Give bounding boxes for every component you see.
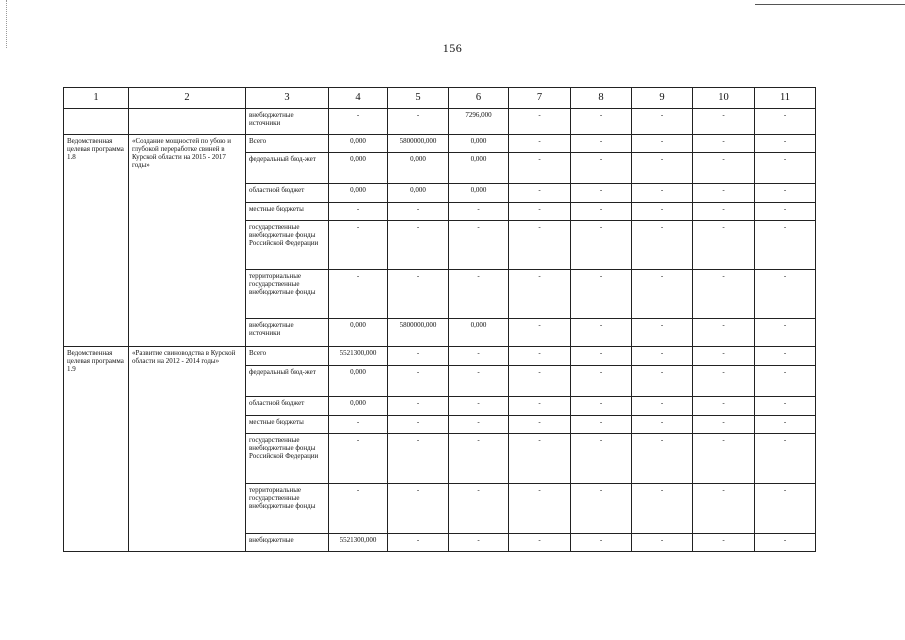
value-cell-col-10: - [693,416,755,434]
value-cell-col-6: 0,000 [449,135,509,153]
value-cell-col-7: - [509,416,571,434]
value-cell-col-6: 7296,000 [449,109,509,135]
program-cell: Ведомственная целевая программа 1.8 [64,135,129,347]
value-cell-col-10: - [693,434,755,484]
value-cell-col-11: - [755,397,816,416]
value-cell-col-10: - [693,347,755,366]
value-cell-col-7: - [509,135,571,153]
value-cell-col-7: - [509,153,571,184]
value-cell-col-8: - [571,347,632,366]
value-cell-col-4: - [329,434,388,484]
value-cell-col-7: - [509,397,571,416]
funding-source-cell: государственные внебюджетные фонды Российской Федерации [246,434,329,484]
value-cell-col-8: - [571,153,632,184]
value-cell-col-8: - [571,221,632,270]
value-cell-col-7: - [509,270,571,319]
column-header-11: 11 [755,88,816,109]
column-header-2: 2 [129,88,246,109]
value-cell-col-4: - [329,221,388,270]
header-row [64,88,816,109]
program-cell [64,109,129,135]
funding-source-cell: местные бюджеты [246,416,329,434]
value-cell-col-10: - [693,221,755,270]
funding-source-cell: федеральный бюд-жет [246,366,329,397]
column-header-7: 7 [509,88,571,109]
value-cell-col-8: - [571,319,632,347]
value-cell-col-9: - [632,153,693,184]
value-cell-col-8: - [571,416,632,434]
value-cell-col-7: - [509,434,571,484]
value-cell-col-5: - [388,416,449,434]
program-cell: Ведомственная целевая программа 1.9 [64,347,129,552]
value-cell-col-6: - [449,270,509,319]
value-cell-col-9: - [632,484,693,534]
value-cell-col-11: - [755,203,816,221]
program-title-cell: «Создание мощностей по убою и глубокой переработке свиней в Курской области на 2015 - 2017 годы» [129,135,246,347]
top-rule [755,4,905,5]
value-cell-col-6: - [449,347,509,366]
budget-table [63,87,816,552]
value-cell-col-5: - [388,347,449,366]
value-cell-col-7: - [509,366,571,397]
value-cell-col-8: - [571,184,632,203]
funding-source-cell: государственные внебюджетные фонды Российской Федерации [246,221,329,270]
value-cell-col-6: - [449,221,509,270]
funding-source-cell: внебюджетные источники [246,319,329,347]
table-row [64,109,816,135]
value-cell-col-4: 0,000 [329,397,388,416]
value-cell-col-10: - [693,203,755,221]
funding-source-cell: территориальные государственные внебюджетные фонды [246,484,329,534]
value-cell-col-11: - [755,184,816,203]
value-cell-col-11: - [755,109,816,135]
program-title-cell [129,109,246,135]
value-cell-col-6: - [449,416,509,434]
value-cell-col-5: - [388,109,449,135]
value-cell-col-4: 5521300,000 [329,347,388,366]
value-cell-col-7: - [509,534,571,552]
value-cell-col-4: - [329,270,388,319]
value-cell-col-11: - [755,366,816,397]
value-cell-col-5: 0,000 [388,184,449,203]
value-cell-col-5: - [388,203,449,221]
value-cell-col-10: - [693,109,755,135]
value-cell-col-7: - [509,221,571,270]
column-header-8: 8 [571,88,632,109]
page-number: 156 [442,41,463,55]
value-cell-col-10: - [693,397,755,416]
value-cell-col-6: 0,000 [449,153,509,184]
value-cell-col-6: - [449,366,509,397]
value-cell-col-8: - [571,366,632,397]
value-cell-col-5: 0,000 [388,153,449,184]
value-cell-col-5: - [388,484,449,534]
value-cell-col-11: - [755,270,816,319]
value-cell-col-9: - [632,135,693,153]
value-cell-col-4: 5521300,000 [329,534,388,552]
value-cell-col-4: - [329,203,388,221]
value-cell-col-6: 0,000 [449,184,509,203]
value-cell-col-9: - [632,397,693,416]
value-cell-col-4: 0,000 [329,135,388,153]
value-cell-col-7: - [509,484,571,534]
value-cell-col-10: - [693,534,755,552]
value-cell-col-10: - [693,135,755,153]
funding-source-cell: внебюджетные источники [246,109,329,135]
program-title-cell: «Развитие свиноводства в Курской области на 2012 - 2014 годы» [129,347,246,552]
value-cell-col-5: - [388,221,449,270]
value-cell-col-5: 5800000,000 [388,319,449,347]
value-cell-col-5: - [388,397,449,416]
value-cell-col-4: 0,000 [329,153,388,184]
value-cell-col-6: 0,000 [449,319,509,347]
value-cell-col-7: - [509,184,571,203]
value-cell-col-8: - [571,397,632,416]
value-cell-col-6: - [449,203,509,221]
value-cell-col-11: - [755,416,816,434]
value-cell-col-8: - [571,484,632,534]
value-cell-col-5: - [388,366,449,397]
value-cell-col-8: - [571,270,632,319]
value-cell-col-8: - [571,434,632,484]
funding-source-cell: территориальные государственные внебюджетные фонды [246,270,329,319]
value-cell-col-9: - [632,416,693,434]
value-cell-col-6: - [449,484,509,534]
column-header-6: 6 [449,88,509,109]
value-cell-col-5: - [388,270,449,319]
value-cell-col-8: - [571,534,632,552]
value-cell-col-9: - [632,109,693,135]
value-cell-col-10: - [693,184,755,203]
value-cell-col-8: - [571,109,632,135]
value-cell-col-4: 0,000 [329,366,388,397]
funding-source-cell: внебюджетные [246,534,329,552]
value-cell-col-11: - [755,153,816,184]
funding-source-cell: Всего [246,135,329,153]
funding-source-cell: областной бюджет [246,184,329,203]
value-cell-col-4: 0,000 [329,184,388,203]
value-cell-col-11: - [755,534,816,552]
table-body [64,88,816,552]
column-header-4: 4 [329,88,388,109]
value-cell-col-9: - [632,534,693,552]
value-cell-col-11: - [755,221,816,270]
funding-source-cell: местные бюджеты [246,203,329,221]
value-cell-col-4: - [329,416,388,434]
value-cell-col-10: - [693,366,755,397]
value-cell-col-10: - [693,484,755,534]
value-cell-col-9: - [632,203,693,221]
value-cell-col-11: - [755,484,816,534]
value-cell-col-10: - [693,153,755,184]
column-header-3: 3 [246,88,329,109]
column-header-10: 10 [693,88,755,109]
funding-source-cell: Всего [246,347,329,366]
value-cell-col-11: - [755,347,816,366]
value-cell-col-7: - [509,347,571,366]
value-cell-col-6: - [449,434,509,484]
value-cell-col-6: - [449,397,509,416]
value-cell-col-9: - [632,270,693,319]
value-cell-col-11: - [755,319,816,347]
value-cell-col-11: - [755,434,816,484]
value-cell-col-10: - [693,270,755,319]
value-cell-col-7: - [509,109,571,135]
value-cell-col-4: - [329,109,388,135]
column-header-9: 9 [632,88,693,109]
value-cell-col-9: - [632,184,693,203]
value-cell-col-7: - [509,319,571,347]
column-header-1: 1 [64,88,129,109]
value-cell-col-9: - [632,434,693,484]
value-cell-col-5: - [388,434,449,484]
value-cell-col-10: - [693,319,755,347]
table-row [64,347,816,366]
value-cell-col-8: - [571,135,632,153]
funding-source-cell: областной бюджет [246,397,329,416]
value-cell-col-5: - [388,534,449,552]
column-header-5: 5 [388,88,449,109]
value-cell-col-4: 0,000 [329,319,388,347]
value-cell-col-11: - [755,135,816,153]
value-cell-col-9: - [632,221,693,270]
funding-source-cell: федеральный бюд-жет [246,153,329,184]
value-cell-col-9: - [632,347,693,366]
value-cell-col-9: - [632,366,693,397]
value-cell-col-4: - [329,484,388,534]
table-row [64,135,816,153]
value-cell-col-6: - [449,534,509,552]
value-cell-col-5: 5800000,000 [388,135,449,153]
value-cell-col-9: - [632,319,693,347]
value-cell-col-8: - [571,203,632,221]
value-cell-col-7: - [509,203,571,221]
